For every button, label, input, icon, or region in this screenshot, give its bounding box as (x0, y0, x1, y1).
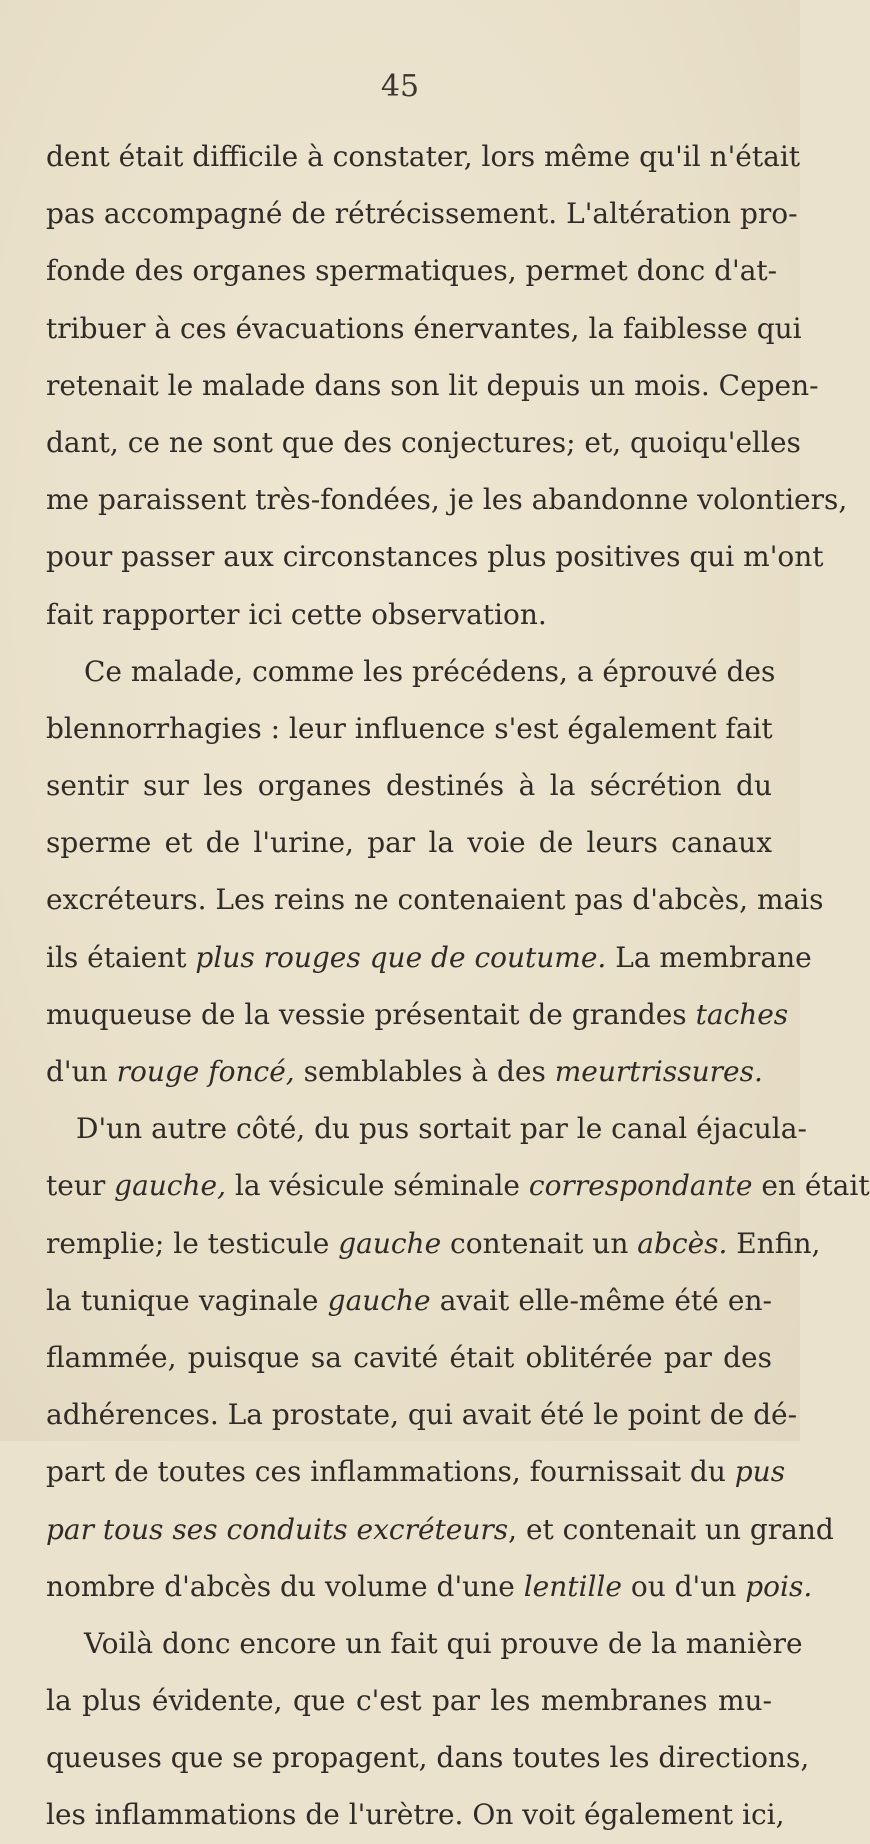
text-segment: la tunique vaginale (46, 1283, 328, 1317)
text-line (46, 242, 778, 299)
text-line (46, 643, 776, 700)
text-line (46, 471, 848, 528)
text-segment: pas accompagné de rétrécissement. L'altération pro- (46, 197, 798, 231)
text-segment: les inflammations de l'urètre. On voit également ici, (46, 1798, 785, 1832)
text-line (46, 929, 812, 986)
text-segment: part de toutes ces inflammations, fournissait du (46, 1455, 735, 1489)
text-line (46, 1558, 813, 1615)
text-segment: Ce malade, comme les précédens, a éprouvé des (84, 654, 776, 688)
text-line (46, 128, 801, 185)
text-segment: D'un autre côté, du pus sortait par le canal éjacula- (76, 1112, 807, 1146)
text-segment: sentir sur les organes destinés à la sécrétion du (46, 769, 772, 803)
text-line (46, 986, 789, 1043)
text-segment: retenait le malade dans son lit depuis un mois. Cepen- (46, 368, 819, 402)
text-line (46, 1272, 772, 1329)
text-segment: blennorrhagies : leur influence s'est également fait (46, 711, 773, 745)
italic-text: pois. (745, 1569, 813, 1603)
text-segment: nombre d'abcès du volume d'une (46, 1569, 524, 1603)
text-segment: dent était difficile à constater, lors même qu'il n'était (46, 140, 801, 173)
text-segment: semblables à des (294, 1055, 555, 1088)
text-segment: ils étaient (46, 940, 196, 974)
text-segment: excréteurs. Les reins ne contenaient pas d'abcès, mais (46, 883, 824, 917)
text-line (46, 1157, 870, 1214)
text-segment: avait elle-même été en- (430, 1283, 772, 1317)
text-line (46, 1786, 785, 1843)
text-line (46, 871, 824, 928)
text-segment: ou d'un (621, 1569, 746, 1603)
italic-text: lentille (523, 1569, 622, 1603)
text-line (46, 757, 772, 814)
text-line (46, 1215, 821, 1272)
text-segment: fonde des organes spermatiques, permet donc d'at- (46, 254, 778, 288)
text-segment: , et contenait un grand (508, 1512, 834, 1546)
italic-text: taches (695, 997, 789, 1031)
text-line (46, 1329, 772, 1386)
page-number: 45 (380, 69, 420, 104)
text-line (46, 1043, 772, 1100)
text-segment: tribuer à ces évacuations énervantes, la faiblesse qui (46, 311, 802, 345)
text-segment: queuses que se propagent, dans toutes les directions, (46, 1741, 810, 1775)
italic-text: gauche (327, 1283, 431, 1317)
text-line (46, 357, 819, 414)
italic-text: pus (734, 1455, 786, 1489)
text-segment: remplie; le testicule (46, 1226, 339, 1260)
text-segment: en était (752, 1169, 870, 1203)
text-line (46, 1100, 807, 1157)
body-text (46, 128, 870, 1844)
text-line (46, 814, 772, 871)
text-segment: adhérences. La prostate, qui avait été le point de dé- (46, 1398, 798, 1432)
text-line (46, 1672, 772, 1729)
italic-text: meurtrissures. (554, 1055, 763, 1088)
text-segment: sperme et de l'urine, par la voie de leurs canaux (46, 826, 772, 860)
text-line (46, 1501, 834, 1558)
text-line (46, 300, 802, 357)
italic-text: abcès. (637, 1226, 728, 1260)
text-segment: Enfin, (727, 1226, 821, 1260)
text-line (46, 1729, 810, 1786)
text-segment: la plus évidente, que c'est par les membranes mu- (46, 1684, 772, 1718)
italic-text: correspondante (528, 1169, 753, 1203)
text-line (46, 586, 772, 643)
italic-text: rouge foncé, (116, 1055, 295, 1088)
text-segment: muqueuse de la vessie présentait de grandes (46, 997, 696, 1031)
text-segment: fait rapporter ici cette observation. (46, 597, 547, 631)
text-line (46, 1615, 803, 1672)
text-segment: la vésicule séminale (225, 1169, 529, 1203)
text-segment: teur (46, 1169, 115, 1203)
italic-text: plus rouges que de coutume. (195, 940, 607, 974)
text-line (46, 1443, 786, 1500)
text-line (46, 414, 801, 471)
text-line (46, 1386, 798, 1443)
text-line (46, 185, 798, 242)
text-segment: flammée, puisque sa cavité était oblitérée par des (46, 1340, 772, 1374)
text-line (46, 528, 824, 585)
italic-text: gauche, (114, 1169, 226, 1203)
italic-text: par tous ses conduits excréteurs (46, 1512, 509, 1546)
text-segment: dant, ce ne sont que des conjectures; et, quoiqu'elles (46, 425, 801, 459)
text-segment: contenait un (441, 1226, 638, 1260)
text-segment: La membrane (606, 940, 812, 974)
text-segment: me paraissent très-fondées, je les abandonne volontiers, (46, 483, 848, 517)
text-segment: Voilà donc encore un fait qui prouve de la manière (84, 1626, 803, 1660)
text-segment: d'un (46, 1055, 117, 1088)
text-segment: pour passer aux circonstances plus positives qui m'ont (46, 540, 824, 574)
text-line (46, 700, 772, 757)
italic-text: gauche (338, 1226, 442, 1260)
